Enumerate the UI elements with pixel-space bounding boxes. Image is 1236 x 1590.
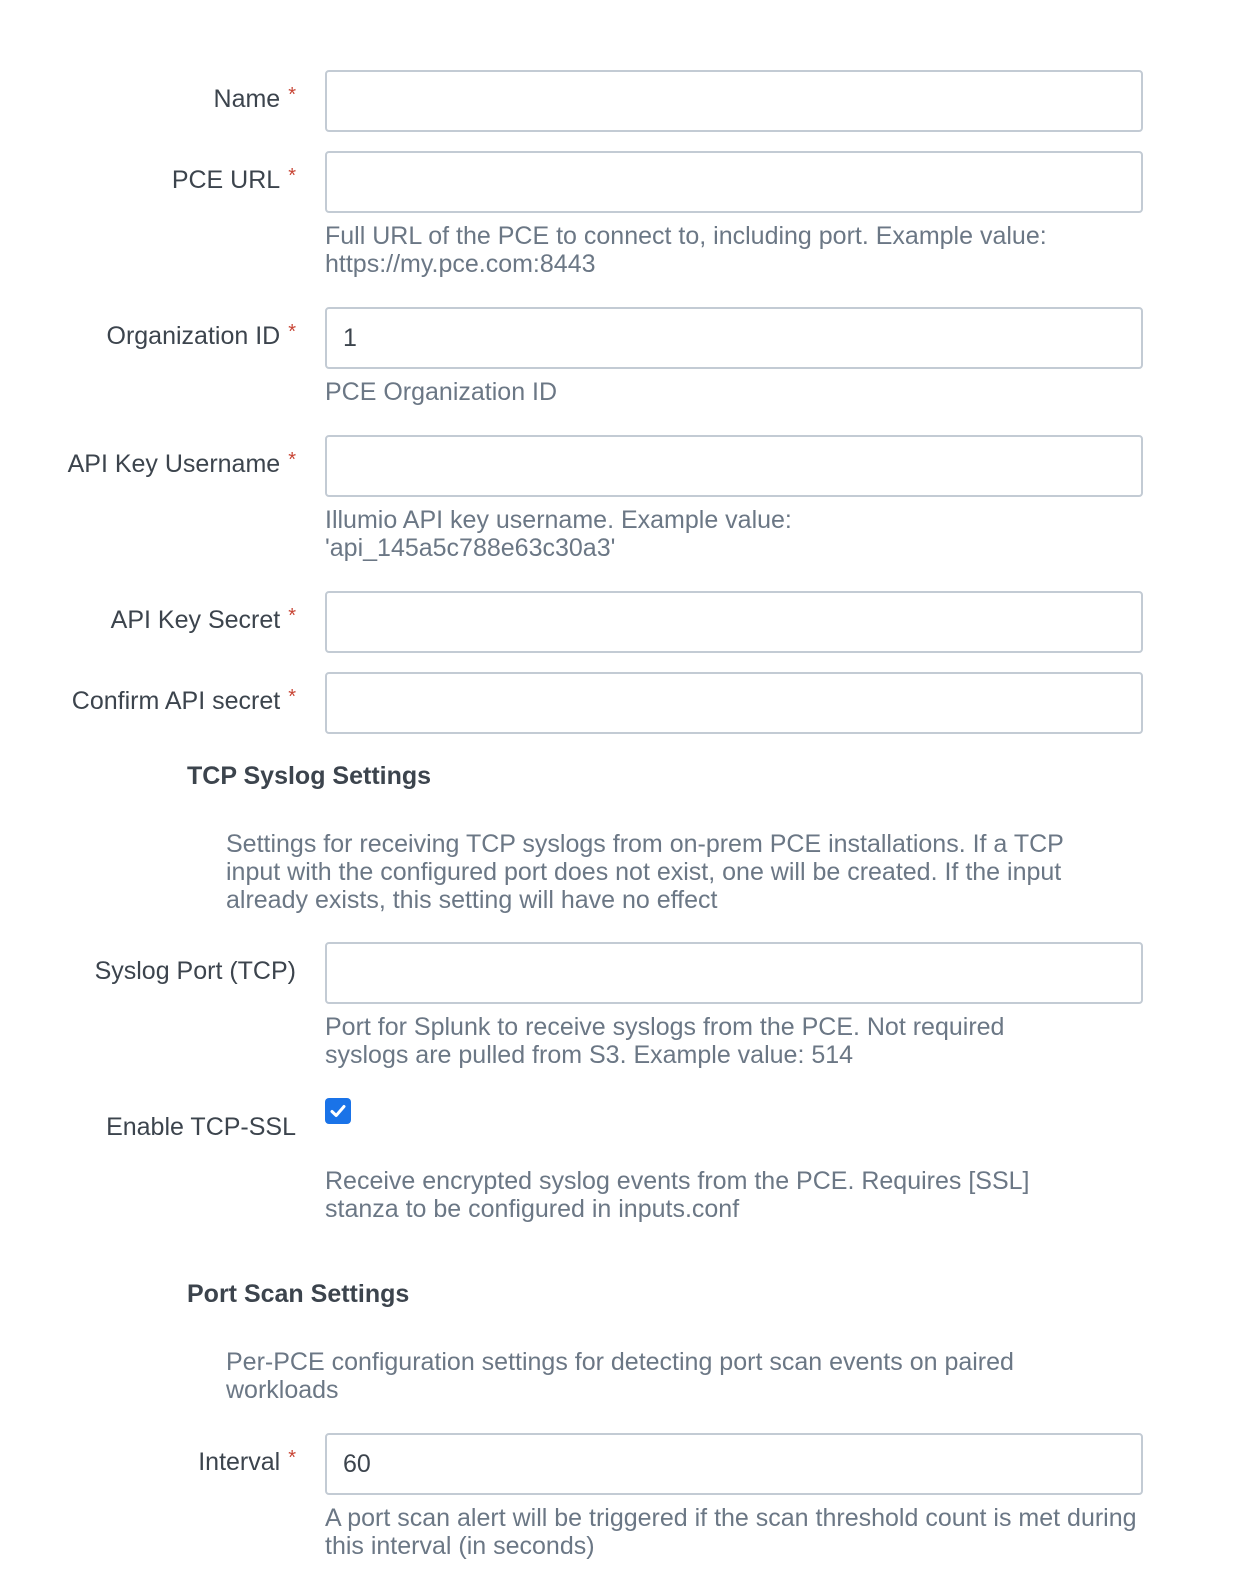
org-id-input[interactable]	[325, 307, 1143, 369]
confirm-secret-input[interactable]	[325, 672, 1143, 734]
interval-label: Interval *	[198, 1447, 296, 1476]
interval-help: A port scan alert will be triggered if the scan threshold count is met during this interval (in seconds)	[325, 1504, 1137, 1560]
required-marker: *	[288, 605, 296, 627]
tcp-section-description: Settings for receiving TCP syslogs from on-prem PCE installations. If a TCP input with the configured port does not exist, one will be created. If the input already exists, this setting will have no effect	[226, 830, 1064, 914]
required-marker: *	[288, 449, 296, 471]
enable-ssl-label: Enable TCP-SSL	[106, 1113, 296, 1141]
api-user-label: API Key Username *	[67, 449, 296, 478]
pce-url-help: Full URL of the PCE to connect to, including port. Example value: https://my.pce.com:8443	[325, 222, 1047, 278]
name-label: Name *	[213, 84, 296, 113]
syslog-port-input[interactable]	[325, 942, 1143, 1004]
confirm-secret-label: Confirm API secret *	[71, 686, 296, 715]
pce-url-input[interactable]	[325, 151, 1143, 213]
api-secret-input[interactable]	[325, 591, 1143, 653]
required-marker: *	[288, 686, 296, 708]
port-scan-section-title: Port Scan Settings	[187, 1280, 410, 1308]
enable-ssl-checkbox[interactable]	[325, 1098, 351, 1124]
required-marker: *	[288, 165, 296, 187]
org-id-help: PCE Organization ID	[325, 378, 558, 406]
required-marker: *	[288, 84, 296, 106]
syslog-port-label: Syslog Port (TCP)	[94, 957, 296, 985]
port-scan-section-description: Per-PCE configuration settings for detecting port scan events on paired workloads	[226, 1348, 1014, 1404]
syslog-port-help: Port for Splunk to receive syslogs from the PCE. Not required syslogs are pulled from S3. Example value: 514	[325, 1013, 1005, 1069]
name-input[interactable]	[325, 70, 1143, 132]
api-user-input[interactable]	[325, 435, 1143, 497]
org-id-label: Organization ID *	[106, 321, 296, 350]
tcp-section-title: TCP Syslog Settings	[187, 762, 432, 790]
checkmark-icon	[328, 1101, 348, 1121]
required-marker: *	[288, 1447, 296, 1469]
enable-ssl-help: Receive encrypted syslog events from the PCE. Requires [SSL] stanza to be configured in inputs.conf	[325, 1167, 1030, 1223]
pce-url-label: PCE URL *	[171, 165, 296, 194]
api-user-help: Illumio API key username. Example value: 'api_145a5c788e63c30a3'	[325, 506, 792, 562]
interval-input[interactable]	[325, 1433, 1143, 1495]
api-secret-label: API Key Secret *	[110, 605, 296, 634]
required-marker: *	[288, 321, 296, 343]
